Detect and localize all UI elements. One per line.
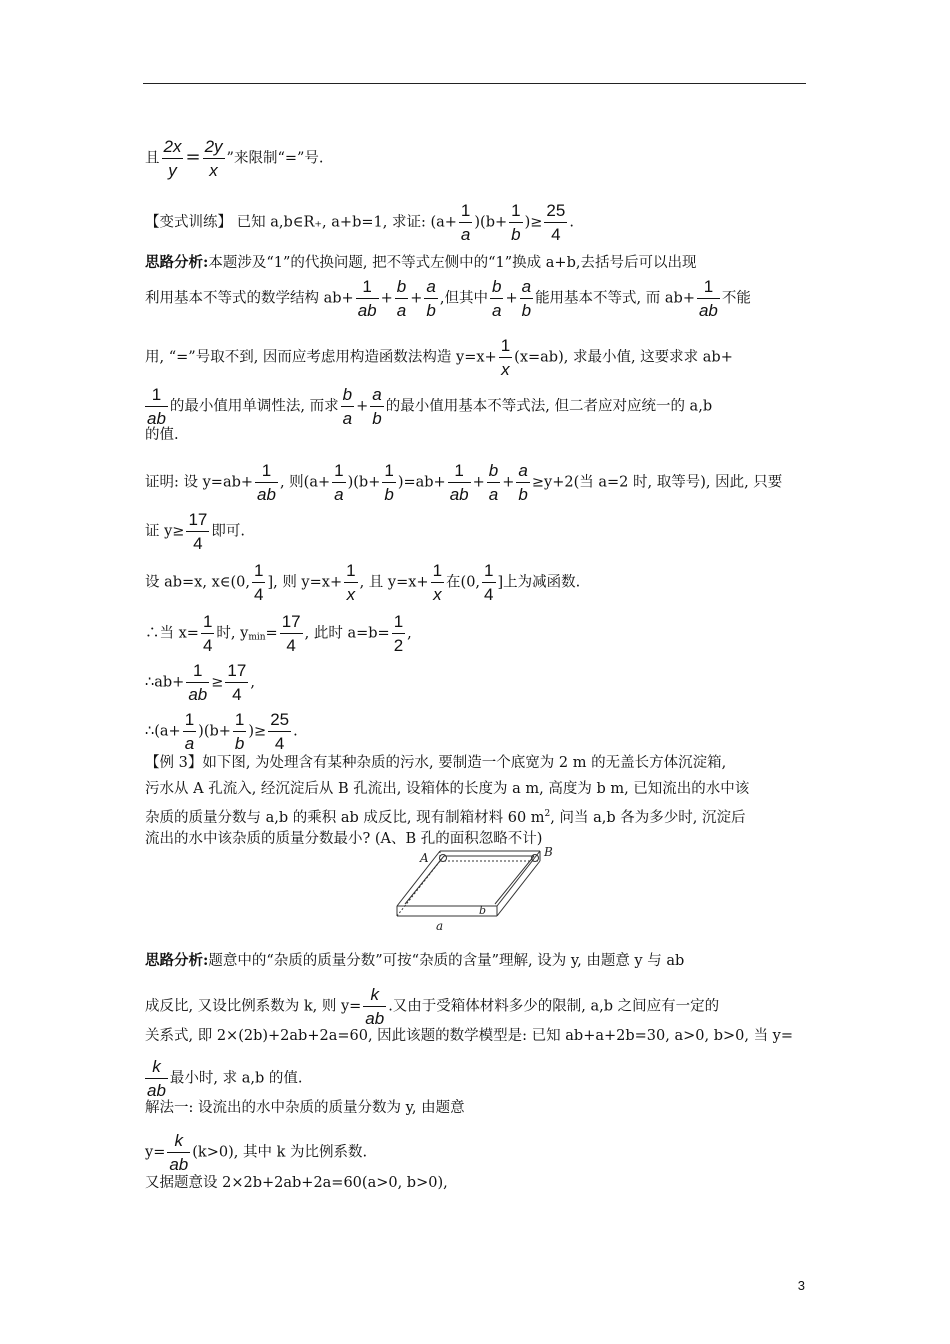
text: 即可. bbox=[211, 523, 245, 540]
bold-label: 思路分析: bbox=[145, 254, 209, 271]
fraction bbox=[356, 278, 379, 319]
text: 解法一: 设流出的水中杂质的质量分数为 y, 由题意 bbox=[145, 1100, 465, 1116]
denominator: 4 bbox=[280, 633, 303, 654]
denominator: 4 bbox=[268, 731, 291, 752]
fraction bbox=[509, 202, 522, 243]
text-line-8 bbox=[145, 462, 782, 503]
text: 关系式, 即 2×(2b)+2ab+2a=60, 因此该题的数学模型是: 已知 ab+a+2b=30, a>0, b>0, 当 y= bbox=[145, 1028, 794, 1044]
numerator: 1 bbox=[393, 612, 404, 631]
text: , 问当 a,b 各为多少时, 沉淀后 bbox=[550, 810, 746, 826]
text: , 则(a+ bbox=[279, 474, 331, 491]
text: , 此时 a=b= bbox=[304, 625, 390, 642]
fraction bbox=[341, 386, 354, 427]
text: 不能 bbox=[721, 290, 751, 307]
fraction bbox=[225, 662, 248, 703]
text: 能用基本不等式, 而 ab+ bbox=[535, 290, 695, 307]
numerator: 1 bbox=[432, 561, 443, 580]
text: ∴(a+ bbox=[145, 723, 181, 740]
box-diagram-svg bbox=[392, 844, 562, 932]
numerator: k bbox=[152, 1057, 161, 1076]
denominator: a bbox=[395, 298, 408, 319]
text: (k>0), 其中 k 为比例系数. bbox=[192, 1144, 368, 1161]
denominator: a bbox=[490, 298, 503, 319]
numerator: 2x bbox=[163, 137, 182, 156]
fraction bbox=[255, 462, 278, 503]
text-line-23 bbox=[145, 1132, 367, 1173]
text: 的值. bbox=[145, 427, 179, 443]
text-line-20 bbox=[145, 1026, 793, 1046]
numerator: 1 bbox=[234, 710, 245, 729]
denominator: ab bbox=[186, 682, 209, 703]
label-height-b: b bbox=[479, 904, 487, 917]
denominator: x bbox=[203, 158, 225, 179]
text: ≥ bbox=[211, 674, 224, 691]
numerator: k bbox=[174, 1131, 184, 1150]
fraction bbox=[448, 462, 471, 503]
text-line-4 bbox=[145, 278, 751, 319]
denominator: b bbox=[516, 482, 529, 503]
text: ∴当 x= bbox=[145, 625, 199, 642]
denominator: b bbox=[382, 482, 395, 503]
fraction bbox=[145, 386, 168, 427]
fraction bbox=[516, 462, 529, 503]
text-line-1 bbox=[145, 138, 324, 179]
denominator: 4 bbox=[544, 222, 567, 243]
text: )(b+ bbox=[347, 474, 381, 491]
fraction bbox=[490, 278, 503, 319]
numerator: 2y bbox=[204, 137, 223, 156]
text: ≥y+2(当 a=2 时, 取等号), 因此, 只要 bbox=[531, 474, 783, 491]
numerator: 1 bbox=[454, 461, 464, 480]
text: 用, “=”号取不到, 因而应考虑用构造函数法构造 y=x+ bbox=[145, 349, 497, 366]
label-length-a: a bbox=[436, 919, 444, 932]
text-line-2 bbox=[145, 202, 574, 243]
fraction bbox=[382, 462, 395, 503]
fraction bbox=[370, 386, 383, 427]
numerator: a bbox=[372, 385, 382, 404]
denominator: ab bbox=[356, 298, 379, 319]
denominator: a bbox=[341, 406, 354, 427]
text: 证明: 设 y=ab+ bbox=[145, 474, 254, 491]
fraction bbox=[363, 986, 386, 1027]
numerator: 1 bbox=[253, 561, 264, 580]
text-line-6 bbox=[145, 386, 712, 427]
denominator: y bbox=[162, 158, 184, 179]
fraction bbox=[499, 337, 512, 378]
numerator: k bbox=[370, 985, 379, 1004]
text: )(b+ bbox=[474, 214, 508, 231]
text-line-21 bbox=[145, 1058, 303, 1099]
numerator: 1 bbox=[484, 561, 494, 580]
text: = bbox=[265, 625, 278, 642]
text: 本题涉及“1”的代换问题, 把不等式左侧中的“1”换成 a+b,去括号后可以出现 bbox=[208, 255, 697, 271]
box-diagram bbox=[392, 844, 562, 932]
text: )≥ bbox=[248, 723, 267, 740]
edge bbox=[497, 851, 540, 906]
fraction bbox=[459, 202, 472, 243]
text: 最小时, 求 a,b 的值. bbox=[169, 1070, 303, 1087]
text: 设 ab=x, x∈(0, bbox=[145, 574, 250, 591]
fraction bbox=[424, 278, 437, 319]
fraction bbox=[280, 613, 303, 654]
numerator: b bbox=[342, 385, 353, 404]
numerator: b bbox=[491, 277, 502, 296]
text: 流出的水中该杂质的质量分数最小? (A、B 孔的面积忽略不计) bbox=[145, 831, 543, 847]
text: ]上为减函数. bbox=[497, 574, 581, 591]
numerator: a bbox=[518, 461, 528, 480]
text-line-22 bbox=[145, 1098, 465, 1118]
edge bbox=[397, 851, 440, 906]
fraction bbox=[203, 138, 225, 179]
denominator: 2 bbox=[392, 633, 405, 654]
denominator: b bbox=[233, 731, 246, 752]
text: 题意中的“杂质的质量分数”可按“杂质的含量”理解, 设为 y, 由题意 y 与 ab bbox=[208, 953, 685, 969]
text: , bbox=[407, 625, 412, 642]
text: )=ab+ bbox=[397, 474, 446, 491]
numerator: 1 bbox=[151, 385, 162, 404]
denominator: ab bbox=[697, 298, 720, 319]
superscript: 2 bbox=[544, 809, 551, 819]
edge bbox=[497, 861, 540, 916]
text: 污水从 A 孔流入, 经沉淀后从 B 孔流出, 设箱体的长度为 a m, 高度为 b m, 已知流出的水中该 bbox=[145, 781, 750, 797]
text: + bbox=[502, 474, 515, 491]
denominator: 4 bbox=[252, 582, 265, 603]
fraction bbox=[167, 1132, 190, 1173]
text: 的最小值用单调性法, 而求 bbox=[169, 398, 339, 415]
text-line-13 bbox=[145, 711, 298, 752]
denominator: x bbox=[499, 357, 512, 378]
text-line-14 bbox=[145, 753, 726, 773]
text: + bbox=[472, 474, 485, 491]
denominator: a bbox=[459, 222, 472, 243]
text: 在(0, bbox=[446, 574, 481, 591]
numerator: b bbox=[396, 277, 407, 296]
text: ,但其中 bbox=[439, 290, 488, 307]
numerator: 1 bbox=[346, 561, 356, 580]
numerator: 1 bbox=[202, 612, 213, 631]
denominator: 4 bbox=[186, 531, 209, 552]
text-line-15 bbox=[145, 779, 749, 799]
fraction bbox=[520, 278, 533, 319]
text: + bbox=[505, 290, 518, 307]
text: 又据题意设 2×2b+2ab+2a=60(a>0, b>0), bbox=[145, 1175, 448, 1191]
denominator: a bbox=[487, 482, 500, 503]
numerator: 1 bbox=[460, 201, 471, 220]
fraction bbox=[487, 462, 500, 503]
text: + bbox=[356, 398, 369, 415]
denominator: 4 bbox=[225, 682, 248, 703]
text-line-7 bbox=[145, 425, 179, 445]
text: 的最小值用基本不等式法, 但二者应对应统一的 a,b bbox=[385, 398, 713, 415]
denominator: b bbox=[424, 298, 437, 319]
numerator: b bbox=[488, 461, 499, 480]
text-line-3 bbox=[145, 253, 696, 273]
text: ∴ab+ bbox=[145, 674, 185, 691]
fraction bbox=[186, 511, 209, 552]
numerator: 1 bbox=[511, 201, 521, 220]
text: . bbox=[569, 214, 574, 231]
text: .又由于受箱体材料多少的限制, a,b 之间应有一定的 bbox=[388, 998, 720, 1015]
text-line-11 bbox=[145, 613, 412, 654]
fraction bbox=[482, 562, 495, 603]
numerator: 1 bbox=[261, 461, 272, 480]
text: (x=ab), 求最小值, 这要求求 ab+ bbox=[514, 349, 733, 366]
fraction bbox=[186, 662, 209, 703]
text: , 且 y=x+ bbox=[359, 574, 429, 591]
numerator: 1 bbox=[384, 461, 394, 480]
header-rule bbox=[143, 83, 806, 84]
edge bbox=[495, 856, 534, 904]
text: 证 y≥ bbox=[145, 523, 185, 540]
numerator: 25 bbox=[546, 201, 566, 220]
text-line-16 bbox=[145, 804, 745, 828]
text-line-18 bbox=[145, 951, 684, 971]
denominator: b bbox=[520, 298, 533, 319]
fraction bbox=[431, 562, 444, 603]
numerator: 17 bbox=[188, 510, 208, 529]
fraction bbox=[344, 562, 357, 603]
fraction bbox=[395, 278, 408, 319]
numerator: a bbox=[426, 277, 436, 296]
text: 利用基本不等式的数学结构 ab+ bbox=[145, 290, 354, 307]
denominator: a bbox=[332, 482, 345, 503]
text-line-9 bbox=[145, 511, 245, 552]
fraction bbox=[233, 711, 246, 752]
text: 成反比, 又设比例系数为 k, 则 y= bbox=[145, 998, 362, 1015]
denominator: ab bbox=[145, 406, 168, 427]
numerator: 1 bbox=[703, 277, 714, 296]
text: ”来限制“=”号. bbox=[226, 150, 324, 167]
text-line-24 bbox=[145, 1173, 448, 1193]
numerator: 25 bbox=[270, 710, 290, 729]
text-line-19 bbox=[145, 986, 719, 1027]
denominator: ab bbox=[363, 1006, 386, 1027]
fraction bbox=[544, 202, 567, 243]
fraction bbox=[162, 138, 184, 179]
fraction bbox=[697, 278, 720, 319]
text: y= bbox=[145, 1144, 166, 1161]
numerator: 17 bbox=[227, 661, 247, 680]
fraction bbox=[145, 1058, 168, 1099]
denominator: ab bbox=[255, 482, 278, 503]
fraction bbox=[201, 613, 214, 654]
text: )≥ bbox=[524, 214, 543, 231]
denominator: ab bbox=[145, 1078, 168, 1099]
text-line-12 bbox=[145, 662, 255, 703]
text: , bbox=[250, 674, 255, 691]
denominator: ab bbox=[448, 482, 471, 503]
text-line-5 bbox=[145, 337, 733, 378]
text-line-10 bbox=[145, 562, 580, 603]
text: + bbox=[410, 290, 423, 307]
fraction bbox=[392, 613, 405, 654]
numerator: 17 bbox=[281, 612, 301, 631]
numerator: 1 bbox=[362, 277, 372, 296]
fraction bbox=[252, 562, 265, 603]
label-a-hole: A bbox=[420, 851, 429, 865]
denominator: a bbox=[183, 731, 196, 752]
text: 【变式训练】 已知 a,b∈R₊, a+b=1, 求证: (a+ bbox=[145, 214, 457, 231]
text: 且 bbox=[145, 150, 160, 167]
bold-label: 思路分析: bbox=[145, 952, 209, 969]
page-number: 3 bbox=[797, 1278, 805, 1293]
numerator: 1 bbox=[500, 336, 511, 355]
text: )(b+ bbox=[198, 723, 231, 740]
fraction bbox=[268, 711, 291, 752]
denominator: ab bbox=[167, 1152, 190, 1173]
text: ], 则 y=x+ bbox=[267, 574, 343, 591]
subscript: min bbox=[248, 632, 266, 643]
text: . bbox=[293, 723, 298, 740]
denominator: b bbox=[509, 222, 522, 243]
numerator: 1 bbox=[193, 661, 203, 680]
denominator: 4 bbox=[201, 633, 214, 654]
text: 时, y bbox=[216, 625, 249, 642]
numerator: 1 bbox=[334, 461, 344, 480]
text: + bbox=[380, 290, 393, 307]
numerator: 1 bbox=[184, 710, 195, 729]
denominator: x bbox=[431, 582, 444, 603]
text: 【例 3】如下图, 为处理含有某种杂质的污水, 要制造一个底宽为 2 m 的无盖长方体沉淀箱, bbox=[145, 755, 727, 771]
text: = bbox=[185, 146, 201, 168]
numerator: a bbox=[521, 277, 532, 296]
denominator: b bbox=[370, 406, 383, 427]
text: 杂质的质量分数与 a,b 的乘积 ab 成反比, 现有制箱材料 60 m bbox=[145, 810, 545, 826]
fraction bbox=[183, 711, 196, 752]
denominator: 4 bbox=[482, 582, 495, 603]
label-b-hole: B bbox=[544, 845, 553, 859]
fraction bbox=[332, 462, 345, 503]
denominator: x bbox=[344, 582, 357, 603]
